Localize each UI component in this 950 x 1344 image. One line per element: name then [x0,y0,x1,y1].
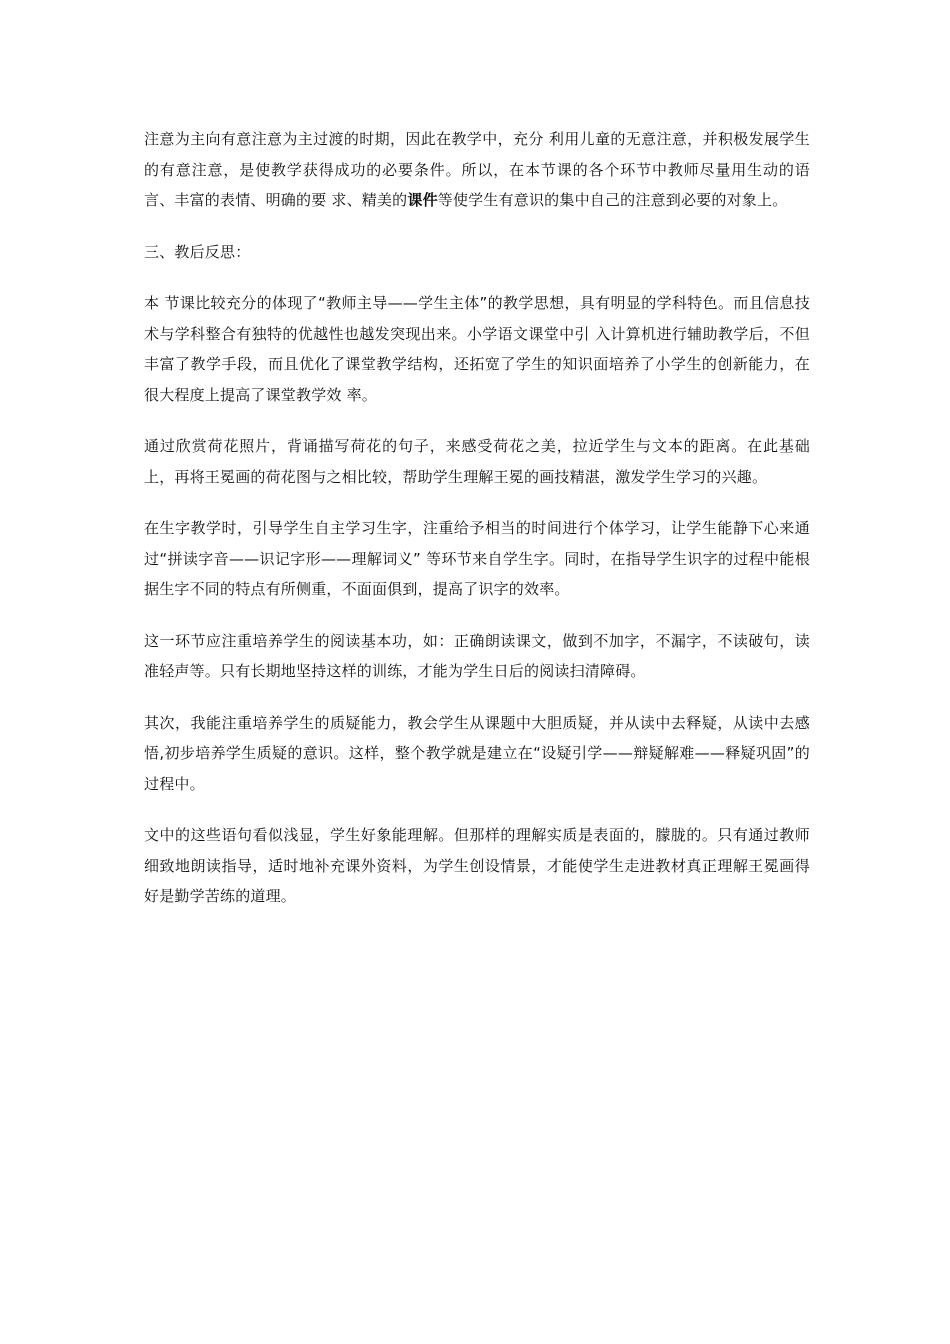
keyword-courseware: 课件 [407,191,438,209]
paragraph-lesson-summary: 本 节课比较充分的体现了“教师主导——学生主体”的教学思想，具有明显的学科特色。而且信息技术与学科整合有独特的优越性也越发突现出来。小学语文课堂中引 入计算机进行辅助教学后，不但丰富了教学手段，而且优化了课堂教学结构，还拓宽了学生的知识面培养了小学生的创新能力，在很大程度上提高了课堂教学效 率。 [144,294,810,404]
section-heading-reflection: 三、教后反思： [144,242,251,261]
document-body [144,124,810,912]
paragraph-lotus-photos: 通过欣赏荷花照片，背诵描写荷花的句子，来感受荷花之美，拉近学生与文本的距离。在此基础上，再将王冕画的荷花图与之相比较，帮助学生理解王冕的画技精湛，激发学生学习的兴趣。 [144,437,810,486]
paragraph-questioning: 其次，我能注重培养学生的质疑能力，教会学生从课题中大胆质疑，并从读中去释疑，从读中去感悟,初步培养学生质疑的意识。这样，整个教学就是建立在“设疑引学——辩疑解难——释疑巩固”的过程中。 [144,713,810,793]
paragraph-attention [144,124,810,216]
paragraph-attention-text-b: 等使学生有意识的集中自己的注意到必要的对象上。 [437,191,788,209]
paragraph-attention-text-a: 注意为主向有意注意为主过渡的时期，因此在教学中，充分 利用儿童的无意注意，并积极发展学生的有意注意，是使教学获得成功的必要条件。所以，在本节课的各个环节中教师尽量用生动的语言、丰富的表情、明确的要 求、精美的 [144,130,810,209]
paragraph-character-teaching: 在生字教学时，引导学生自主学习生字，注重给予相当的时间进行个体学习，让学生能静下心来通过“拼读字音——识记字形——理解词义” 等环节来自学生字。同时，在指导学生识字的过程中能根据生字不同的特点有所侧重，不面面俱到，提高了识字的效率。 [144,519,810,598]
paragraph-reading-guidance: 文中的这些语句看似浅显，学生好象能理解。但那样的理解实质是表面的，朦胧的。只有通过教师细致地朗读指导，适时地补充课外资料，为学生创设情景，才能使学生走进教材真正理解王冕画得好是勤学苦练的道理。 [144,826,810,905]
paragraph-reading-skills: 这一环节应注重培养学生的阅读基本功，如：正确朗读课文，做到不加字，不漏字，不读破句，读准轻声等。只有长期地坚持这样的训练，才能为学生日后的阅读扫清障碍。 [144,631,810,680]
